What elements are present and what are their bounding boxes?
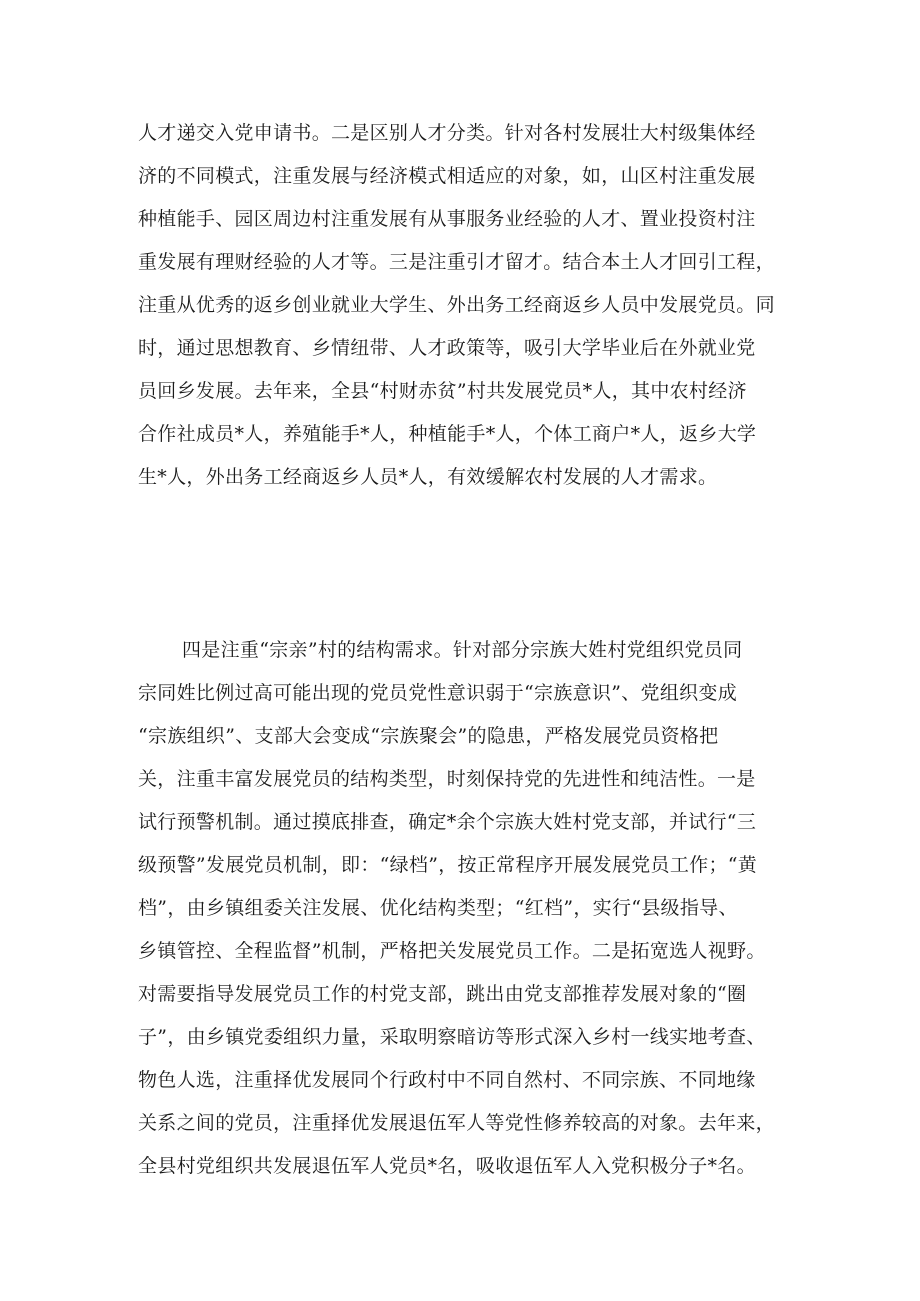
- text-line: [138, 844, 802, 887]
- text-line: [138, 112, 802, 155]
- text-line: [138, 758, 802, 801]
- text-line: [138, 155, 802, 198]
- text-line: [138, 370, 802, 413]
- line-text: 人才递交入党申请书。二是区别人才分类。针对各村发展壮大村级集体经: [138, 122, 756, 144]
- line-text: 物色人选，注重择优发展同个行政村中不同自然村、不同宗族、不同地缘: [138, 1069, 756, 1091]
- text-line: [138, 198, 802, 241]
- line-text: 生*人，外出务工经商返乡人员*人，有效缓解农村发展的人才需求。: [138, 466, 718, 488]
- text-line: [138, 672, 802, 715]
- text-line: [138, 801, 802, 844]
- text-line: [138, 1145, 802, 1188]
- text-line: [138, 887, 802, 930]
- line-text: 重发展有理财经验的人才等。三是注重引才留才。结合本土人才回引工程，: [138, 251, 775, 273]
- text-line: [138, 284, 802, 327]
- line-text: 四是注重“宗亲”村的结构需求。针对部分宗族大姓村党组织党员同: [182, 639, 743, 661]
- line-text: “宗族组织”、支部大会变成“宗族聚会”的隐患，严格发展党员资格把: [138, 725, 719, 747]
- text-line: [138, 1016, 802, 1059]
- line-text: 注重从优秀的返乡创业就业大学生、外出务工经商返乡人员中发展党员。同: [138, 294, 775, 316]
- line-text: 对需要指导发展党员工作的村党支部，跳出由党支部推荐发展对象的“圈: [138, 983, 747, 1005]
- paragraph-talent-categories: [138, 112, 802, 499]
- line-text: 关，注重丰富发展党员的结构类型，时刻保持党的先进性和纯洁性。一是: [138, 768, 756, 790]
- line-text: 试行预警机制。通过摸底排查，确定*余个宗族大姓村党支部，并试行“三: [138, 811, 757, 833]
- text-line: [138, 456, 802, 499]
- line-text: 乡镇管控、全程监督”机制，严格把关发展党员工作。二是拓宽选人视野。: [138, 940, 766, 962]
- text-line: [138, 715, 802, 758]
- line-text: 宗同姓比例过高可能出现的党员党性意识弱于“宗族意识”、党组织变成: [138, 682, 738, 704]
- text-line: [138, 413, 802, 456]
- paragraph-clan-village-structure: [138, 629, 802, 1188]
- text-line: [138, 241, 802, 284]
- line-text: 济的不同模式，注重发展与经济模式相适应的对象，如，山区村注重发展: [138, 165, 756, 187]
- text-line: [138, 327, 802, 370]
- text-line: [138, 973, 802, 1016]
- line-text: 档”，由乡镇组委关注发展、优化结构类型；“红档”，实行“县级指导、: [138, 897, 738, 919]
- line-text: 合作社成员*人，养殖能手*人，种植能手*人，个体工商户*人，返乡大学: [138, 423, 757, 445]
- line-text: 全县村党组织共发展退伍军人党员*名，吸收退伍军人入党积极分子*名。: [138, 1155, 756, 1177]
- text-line: [138, 1102, 802, 1145]
- line-text: 种植能手、园区周边村注重发展有从事服务业经验的人才、置业投资村注: [138, 208, 756, 230]
- line-text: 员回乡发展。去年来，全县“村财赤贫”村共发展党员*人，其中农村经济: [138, 380, 747, 402]
- text-line-first: [138, 629, 802, 672]
- line-text: 时，通过思想教育、乡情纽带、人才政策等，吸引大学毕业后在外就业党: [138, 337, 756, 359]
- line-text: 关系之间的党员，注重择优发展退伍军人等党性修养较高的对象。去年来，: [138, 1112, 775, 1134]
- line-text: 子”，由乡镇党委组织力量，采取明察暗访等形式深入乡村一线实地考查、: [138, 1026, 766, 1048]
- text-line: [138, 1059, 802, 1102]
- line-text: 级预警”发展党员机制，即：“绿档”，按正常程序开展发展党员工作；“黄: [138, 854, 758, 876]
- text-line: [138, 930, 802, 973]
